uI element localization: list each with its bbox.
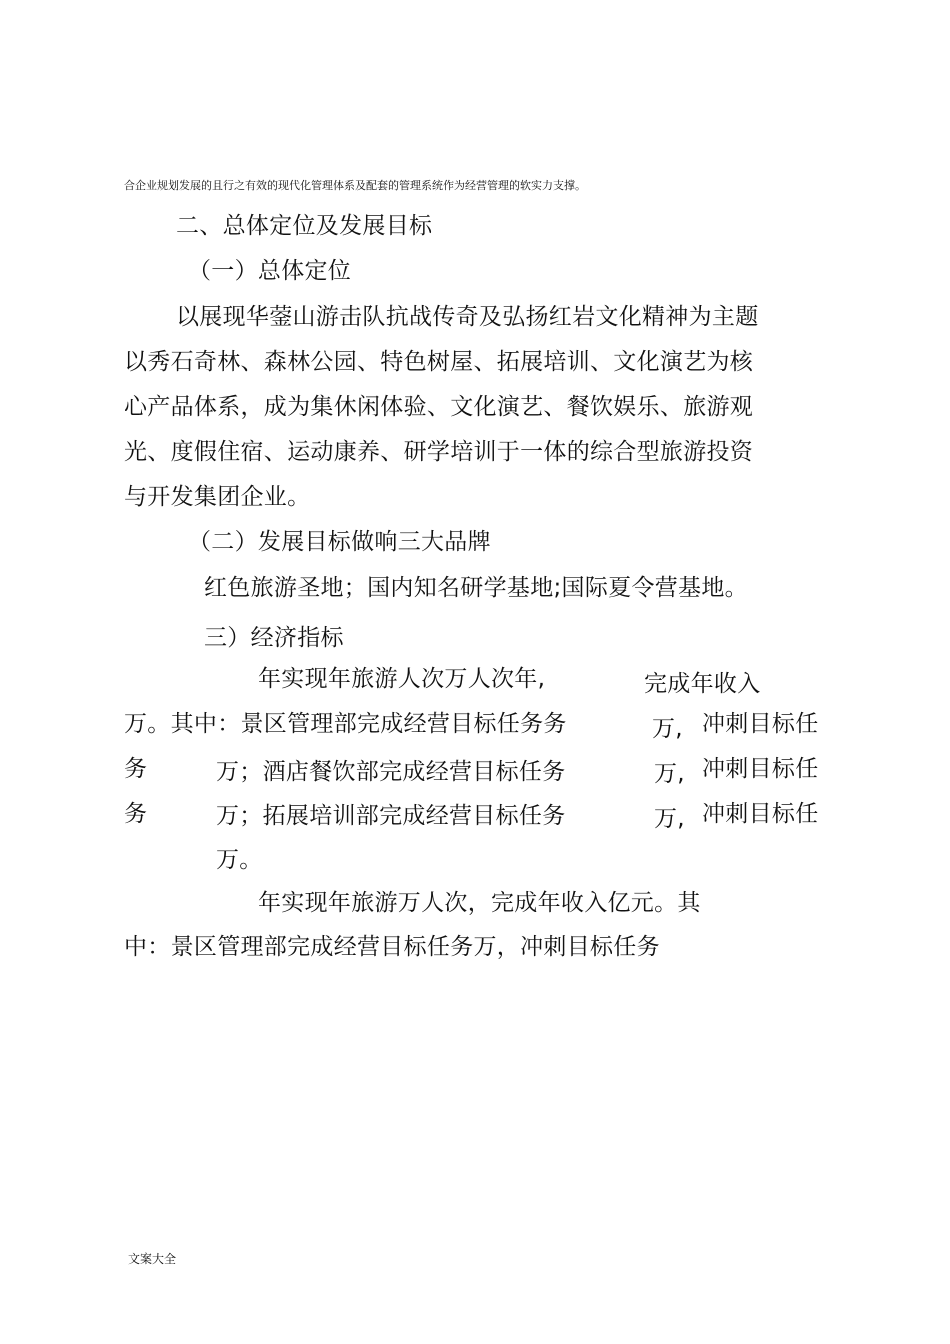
econ-line-3a: 务 [124, 756, 148, 782]
footer-label: 文案大全 [128, 1252, 177, 1266]
econ-line-3b: 万；酒店餐饮部完成经营目标任务 [216, 759, 566, 785]
econ-line-4b: 万；拓展培训部完成经营目标任务 [216, 803, 566, 829]
section-heading-2: 二、总体定位及发展目标 [176, 213, 433, 239]
positioning-line-3: 心产品体系，成为集休闲体验、文化演艺、餐饮娱乐、旅游观 [124, 394, 754, 420]
positioning-line-2: 以秀石奇林、森林公园、特色树屋、拓展培训、文化演艺为核 [124, 349, 754, 375]
econ-line-2b: 万, [652, 716, 683, 742]
econ-line-3c: 万, [654, 761, 685, 787]
econ-line-4d: 冲刺目标任 [702, 801, 819, 827]
positioning-line-1: 以展现华蓥山游击队抗战传奇及弘扬红岩文化精神为主题 [176, 304, 759, 330]
econ-line-6: 年实现年旅游万人次，完成年收入亿元。其 [258, 890, 701, 916]
econ-line-2c: 冲刺目标任 [702, 711, 819, 737]
econ-line-4a: 务 [124, 801, 148, 827]
econ-line-7: 中：景区管理部完成经营目标任务万，冲刺目标任务 [124, 934, 660, 960]
subheading-overall-positioning: （一）总体定位 [188, 258, 352, 284]
econ-line-5: 万。 [216, 847, 263, 873]
subheading-economic-indicators: 三）经济指标 [204, 625, 344, 651]
intro-line: 合企业规划发展的且行之有效的现代化管理体系及配套的管理系统作为经营管理的软实力支撑。 [124, 179, 586, 192]
subheading-development-goals: （二）发展目标做响三大品牌 [188, 529, 491, 555]
econ-line-3d: 冲刺目标任 [702, 756, 819, 782]
econ-line-4c: 万, [654, 806, 685, 832]
brands-line: 红色旅游圣地；国内知名研学基地;国际夏令营基地。 [204, 575, 748, 601]
econ-line-1a: 年实现年旅游人次万人次年, [258, 666, 546, 692]
econ-line-2a: 万。其中：景区管理部完成经营目标任务务 [124, 711, 567, 737]
econ-line-1b: 完成年收入 [644, 671, 761, 697]
positioning-line-5: 与开发集团企业。 [124, 484, 311, 510]
positioning-line-4: 光、度假住宿、运动康养、研学培训于一体的综合型旅游投资 [124, 439, 754, 465]
